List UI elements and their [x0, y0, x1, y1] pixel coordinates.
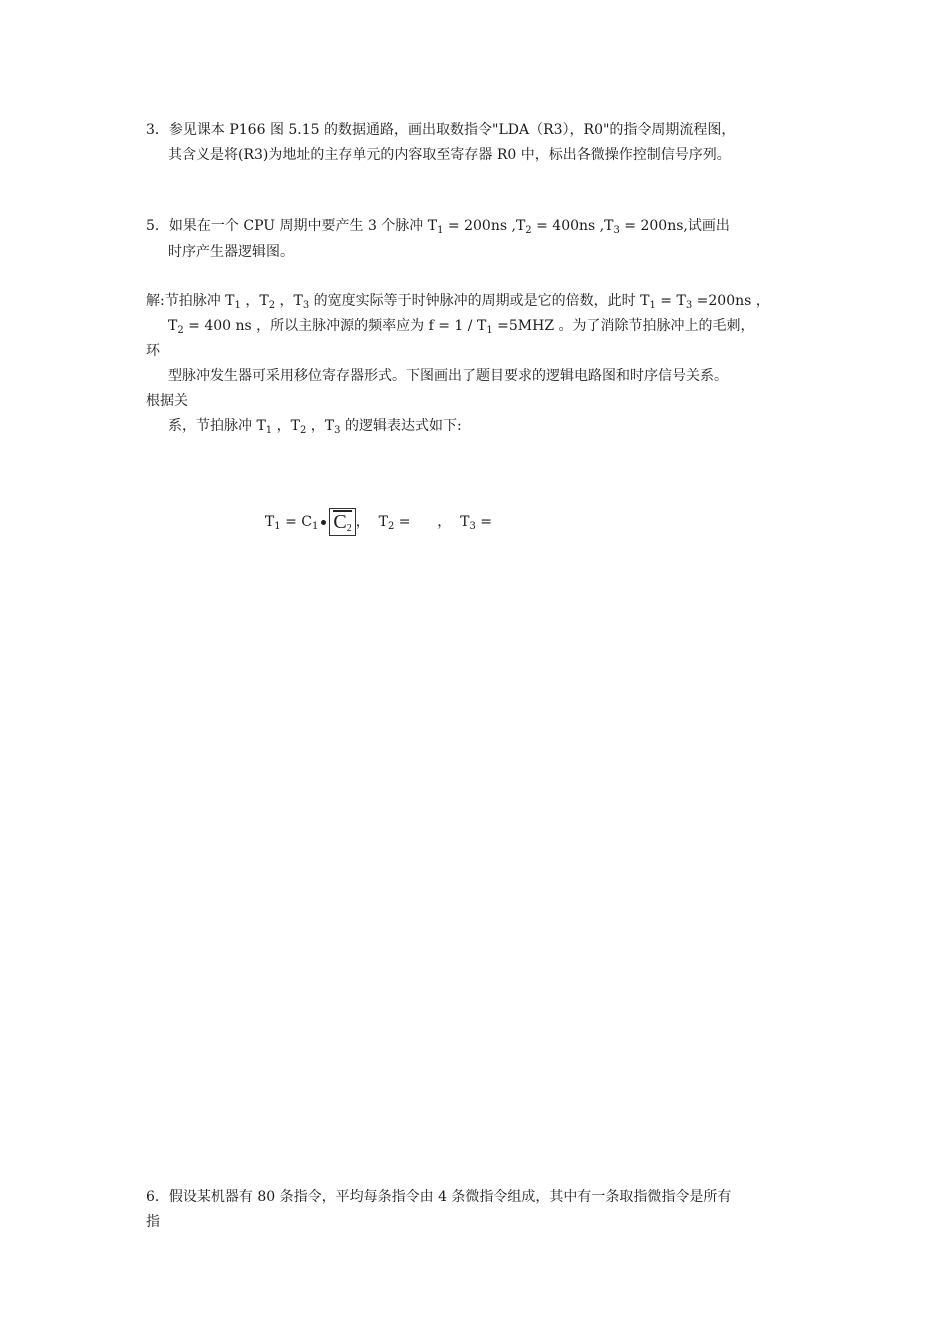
logic-formula: $T_1 = C_1$ $C_2$ ， $T_2$ = ， $T_3$ = [256, 482, 492, 536]
answer-line-1: 解:节拍脉冲 $T_1$ ，$T_2$ ，$T_3$ 的宽度实际等于时钟脉冲的周期或是它的倍数，此时 $T_1 = T_3 =200ns$ ， [146, 293, 770, 311]
negated-c2-box: $C_2$ [329, 508, 355, 536]
answer-line-6: 系，节拍脉冲 $T_1$ ，$T_2$ ，$T_3$ 的逻辑表达式如下: [168, 418, 462, 436]
answer-line-5: 根据关 [146, 393, 188, 409]
q5-line-2: 时序产生器逻辑图。 [168, 244, 294, 260]
q3-line-2: 其含义是将(R3)为地址的主存单元的内容取至寄存器 R0 中，标出各微操作控制信号序列。 [168, 147, 731, 163]
answer-line-2: $T_2 = 400$ ns ，所以主脉冲源的频率应为 $f = 1 / T_1 =5MHZ$ 。为了消除节拍脉冲上的毛刺， [168, 318, 755, 336]
q6-line-2: 指 [146, 1214, 160, 1230]
q3-line-1: 3．参见课本 P166 图 5.15 的数据通路，画出取数指令"LDA（R3），R0"的指令周期流程图， [146, 122, 736, 138]
answer-line-4: 型脉冲发生器可采用移位寄存器形式。下图画出了题目要求的逻辑电路图和时序信号关系。 [168, 368, 728, 384]
q6-line-1: 6．假设某机器有 80 条指令，平均每条指令由 4 条微指令组成，其中有一条取指微指令是所有 [146, 1189, 732, 1205]
and-dot [321, 520, 326, 525]
q5-line-1: 5．如果在一个 CPU 周期中要产生 3 个脉冲 $T_1 = 200ns$ $,T_2 = 400ns$ $,T_3 = 200ns$,试画出 [146, 218, 730, 236]
answer-line-3: 环 [146, 343, 160, 359]
